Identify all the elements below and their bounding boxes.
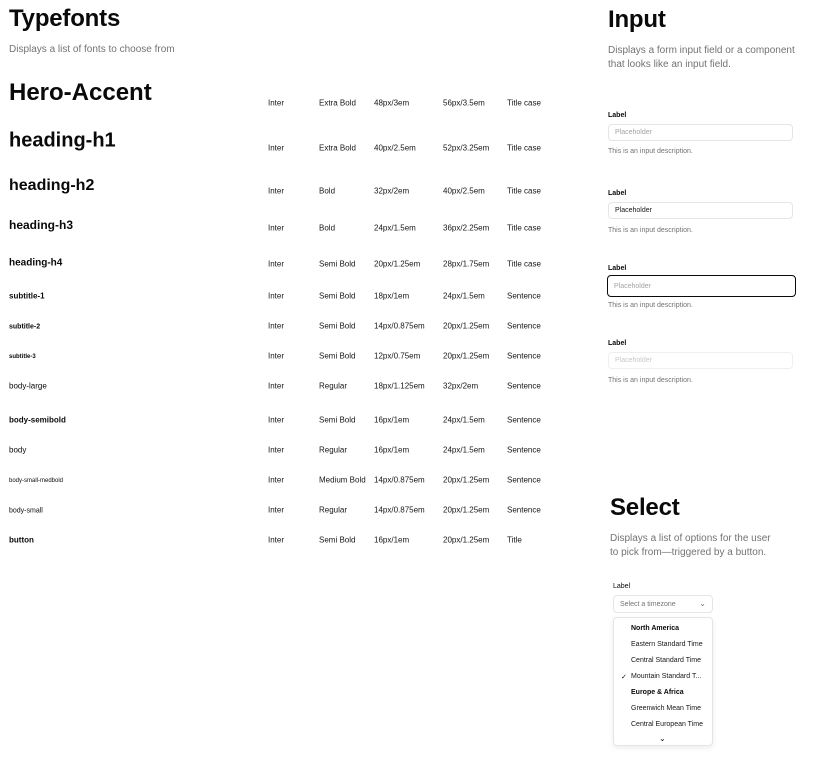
typefont-name: heading-h2 xyxy=(9,177,95,194)
typefont-size: 12px/0.75em xyxy=(374,351,421,360)
typefont-size: 40px/2.5em xyxy=(374,143,416,152)
typefont-name: heading-h3 xyxy=(9,218,74,232)
select-option[interactable]: Greenwich Mean Time xyxy=(631,705,702,712)
typefont-size: 16px/1em xyxy=(374,415,410,424)
typefont-family: Inter xyxy=(268,505,285,514)
typefont-family: Inter xyxy=(268,475,285,484)
input-description: This is an input description. xyxy=(608,377,693,384)
select-option[interactable]: Central Standard Time xyxy=(631,657,702,664)
typefont-size: 20px/1.25em xyxy=(374,259,421,268)
typefont-weight: Semi Bold xyxy=(319,259,356,268)
typefont-name: heading-h1 xyxy=(9,129,116,151)
typefont-case: Title case xyxy=(507,259,541,268)
select-title: Select xyxy=(610,494,680,521)
typefont-weight: Medium Bold xyxy=(319,475,366,484)
select-label: Label xyxy=(613,583,631,590)
typefont-family: Inter xyxy=(268,259,285,268)
typefont-family: Inter xyxy=(268,381,285,390)
typefont-family: Inter xyxy=(268,321,285,330)
typefont-line-height: 20px/1.25em xyxy=(443,475,490,484)
typefont-weight: Semi Bold xyxy=(319,291,356,300)
typefonts-title: Typefonts xyxy=(9,5,121,32)
typefont-line-height: 56px/3.5em xyxy=(443,98,485,107)
input-field-default[interactable]: Placeholder xyxy=(608,124,793,141)
typefont-name: heading-h4 xyxy=(9,257,63,268)
typefont-line-height: 36px/2.25em xyxy=(443,223,490,232)
input-description-line2: that looks like an input field. xyxy=(608,59,731,70)
input-field-filled[interactable]: Placeholder xyxy=(608,202,793,219)
typefont-case: Title case xyxy=(507,98,541,107)
timezone-dropdown xyxy=(613,617,713,746)
typefont-name: body xyxy=(9,445,27,454)
chevron-down-icon: ⌄ xyxy=(699,599,706,608)
typefont-line-height: 20px/1.25em xyxy=(443,351,490,360)
check-icon: ✓ xyxy=(621,674,627,681)
input-field-disabled: Placeholder xyxy=(608,352,793,369)
typefont-case: Sentence xyxy=(507,445,541,454)
typefont-line-height: 20px/1.25em xyxy=(443,505,490,514)
typefont-weight: Extra Bold xyxy=(319,143,356,152)
input-description: This is an input description. xyxy=(608,227,693,234)
typefont-name: body-small-medbold xyxy=(9,478,64,484)
typefont-size: 14px/0.875em xyxy=(374,475,425,484)
input-label: Label xyxy=(608,112,627,119)
timezone-select-trigger[interactable] xyxy=(613,595,713,613)
typefont-family: Inter xyxy=(268,351,285,360)
typefont-size: 14px/0.875em xyxy=(374,321,425,330)
typefont-line-height: 20px/1.25em xyxy=(443,535,490,544)
typefont-name: subtitle-3 xyxy=(9,354,36,360)
input-description: This is an input description. xyxy=(608,148,693,155)
typefont-line-height: 52px/3.25em xyxy=(443,143,490,152)
typefont-name: body-large xyxy=(9,381,47,390)
typefont-weight: Bold xyxy=(319,223,336,232)
typefont-weight: Extra Bold xyxy=(319,98,356,107)
typefont-weight: Semi Bold xyxy=(319,351,356,360)
typefont-line-height: 24px/1.5em xyxy=(443,445,485,454)
typefont-case: Sentence xyxy=(507,291,541,300)
input-description-line1: Displays a form input field or a component xyxy=(608,45,795,56)
input-label: Label xyxy=(608,340,627,347)
typefont-family: Inter xyxy=(268,143,285,152)
chevron-down-icon[interactable]: ⌄ xyxy=(659,734,666,743)
select-description-line1: Displays a list of options for the user xyxy=(610,533,771,544)
typefont-case: Title case xyxy=(507,143,541,152)
typefont-line-height: 40px/2.5em xyxy=(443,186,485,195)
input-label: Label xyxy=(608,190,627,197)
typefont-size: 32px/2em xyxy=(374,186,410,195)
typefont-family: Inter xyxy=(268,223,285,232)
typefont-size: 18px/1.125em xyxy=(374,381,425,390)
typefont-case: Title xyxy=(507,535,522,544)
typefont-line-height: 24px/1.5em xyxy=(443,415,485,424)
input-label: Label xyxy=(608,265,627,272)
typefont-name: body-semibold xyxy=(9,415,66,424)
input-field-focused[interactable]: Placeholder xyxy=(607,275,796,297)
select-description-line2: to pick from—triggered by a button. xyxy=(610,547,767,558)
typefont-size: 24px/1.5em xyxy=(374,223,416,232)
select-option[interactable]: Central European Time xyxy=(631,721,703,728)
select-option[interactable]: Eastern Standard Time xyxy=(631,641,703,648)
typefont-weight: Regular xyxy=(319,445,348,454)
typefont-size: 16px/1em xyxy=(374,535,410,544)
typefont-case: Sentence xyxy=(507,321,541,330)
typefont-family: Inter xyxy=(268,535,285,544)
typefont-line-height: 32px/2em xyxy=(443,381,479,390)
typefont-case: Sentence xyxy=(507,351,541,360)
typefont-line-height: 24px/1.5em xyxy=(443,291,485,300)
select-placeholder: Select a timezone xyxy=(620,600,676,608)
typefont-weight: Bold xyxy=(319,186,336,195)
typefont-size: 18px/1em xyxy=(374,291,410,300)
typefont-family: Inter xyxy=(268,445,285,454)
typefont-family: Inter xyxy=(268,186,285,195)
typefont-family: Inter xyxy=(268,291,285,300)
typefont-name: button xyxy=(9,535,34,544)
typefont-case: Sentence xyxy=(507,381,541,390)
typefont-weight: Semi Bold xyxy=(319,321,356,330)
typefont-weight: Regular xyxy=(319,381,348,390)
input-description: This is an input description. xyxy=(608,302,693,309)
typefont-size: 16px/1em xyxy=(374,445,410,454)
typefonts-description: Displays a list of fonts to choose from xyxy=(9,44,175,55)
typefont-size: 14px/0.875em xyxy=(374,505,425,514)
typefont-name: subtitle-2 xyxy=(9,323,41,330)
typefont-weight: Semi Bold xyxy=(319,535,356,544)
typefont-name: subtitle-1 xyxy=(9,291,45,300)
select-group-label: North America xyxy=(631,625,679,632)
typefont-case: Title case xyxy=(507,223,541,232)
typefont-case: Sentence xyxy=(507,415,541,424)
typefont-family: Inter xyxy=(268,98,285,107)
select-group-label: Europe & Africa xyxy=(631,689,684,696)
typefont-weight: Semi Bold xyxy=(319,415,356,424)
input-title: Input xyxy=(608,6,666,33)
typefont-line-height: 28px/1.75em xyxy=(443,259,490,268)
typefont-case: Sentence xyxy=(507,475,541,484)
typefont-size: 48px/3em xyxy=(374,98,410,107)
typefont-line-height: 20px/1.25em xyxy=(443,321,490,330)
typefont-name: Hero-Accent xyxy=(9,79,152,106)
typefont-name: body-small xyxy=(9,507,43,514)
typefont-weight: Regular xyxy=(319,505,348,514)
select-option-selected[interactable]: Mountain Standard T... xyxy=(631,673,702,680)
typefont-case: Sentence xyxy=(507,505,541,514)
typefont-case: Title case xyxy=(507,186,541,195)
typefont-family: Inter xyxy=(268,415,285,424)
